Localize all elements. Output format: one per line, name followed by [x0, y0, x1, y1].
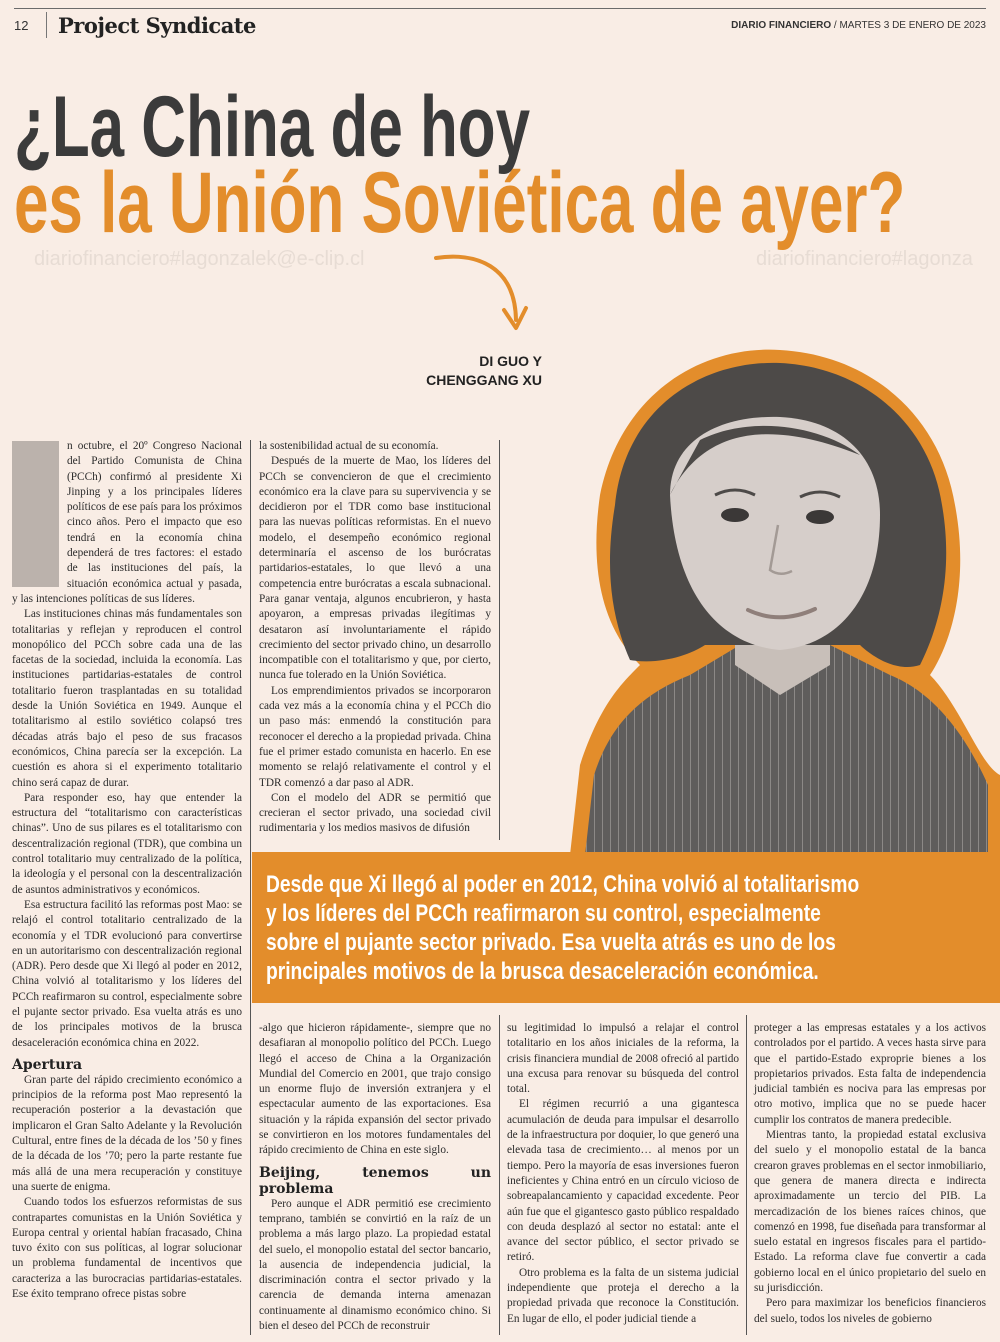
article-column-2	[259, 439, 491, 837]
page-number: 12	[14, 18, 29, 33]
col2b-paragraph-1: -algo que hicieron rápidamente-, siempre que no desafiaran al monopolio político del PCCh. Luego llegó el acceso de China a la Organización Mundial del Comercio en 2001, que trajo consigo un enorme flujo de inversión extranjera y el espectacular aumento de las exportaciones. Esa situación y la rápida expansión del sector privado se convirtieron en los motores fundamentales del rápido crecimiento de China en este siglo.	[259, 1022, 491, 1157]
col4-paragraph-3: Pero para maximizar los beneficios financieros del suelo, todos los niveles de gobierno	[754, 1297, 986, 1325]
col2-paragraph-2: Después de la muerte de Mao, los líderes del PCCh se convencieron de que el crecimiento económico era la clave para su supervivencia y se decidieron por el TDR como base institucional para las nuevas políticas reformistas. En el nuevo modelo, el desempeño económico regional determinaría el ascenso de los burócratas partidarios-estatales, lo que llevó a una competencia entre burócratas a escala subnacional. Para ganar ventaja, algunos encubrieron, y hasta apoyaron, a empresas privadas ilegítimas y desataron así involuntariamente el rápido crecimiento del sector privado chino, un desarrollo incompatible con el totalitarismo y que, por cierto, nunca fue tolerado en la Unión Soviética.	[259, 455, 491, 682]
drop-cap-spacer	[12, 439, 67, 585]
author-portrait	[530, 345, 1000, 855]
col3-paragraph-1: su legitimidad lo impulsó a relajar el control totalitario en los años iniciales de la reforma, la crisis financiera mundial de 2008 ofreció al partido una excusa para renovar su búsqueda del control total.	[507, 1022, 739, 1096]
column-rule-3	[746, 1015, 747, 1335]
watermark-left: diariofinanciero#lagonzalek@e-clip.cl	[34, 248, 365, 270]
byline	[400, 352, 542, 390]
author-line-2: CHENGGANG XU	[426, 372, 542, 388]
column-rule-1	[250, 440, 251, 1335]
col4-paragraph-2: Mientras tanto, la propiedad estatal exclusiva del suelo y el monopolio estatal de la banca crearon graves problemas en el sector inmobiliario, que genera de manera directa e indirecta aproximadamente un tercio del PIB. La mercadización de los bienes raíces chinos, que comenzó en 1998, fue diseñada para transformar al suelo estatal en ingresos fiscales para el partido-Estado. La reforma clave fue convertir a cada gobierno local en el único propietario del suelo en su jurisdicción.	[754, 1129, 986, 1295]
watermark-right: diariofinanciero#lagonza	[756, 248, 973, 270]
header-rule	[14, 8, 986, 9]
col3-paragraph-2: El régimen recurrió a una gigantesca acumulación de deuda para impulsar el desarrollo de la infraestructura por doquier, lo que generó una elevada tasa de crecimiento… al menos por un tiempo. Pero la mayoría de esas inversiones fueron ineficientes y China entró en un círculo vicioso de sobreapalancamiento y capacidad excedente. Peor aún fue que el gigantesco gasto público respaldado con deuda desplazó al sector no estatal: ante el avance del sector público, el sector privado se retiró.	[507, 1098, 739, 1264]
col1-paragraph-6: Cuando todos los esfuerzos reformistas de sus contrapartes comunistas en la Unión Soviética y Europa central y oriental habían fracasado, China tuvo éxito con sus políticas, al lograr solucionar un problema fundamental de incentivos que caracteriza a las burocracias partidarias-estatales. Ese éxito temprano ofrece pistas sobre	[12, 1196, 242, 1301]
col1-paragraph-5: Gran parte del rápido crecimiento económico a principios de la reforma post Mao representó la recuperación posterior a la devastación que implicaron el Gran Salto Adelante y la Revolución Cultural, entre fines de la década de los ’50 y fines de la década de los ’70; pero la parte restante fue más allá de una mera recuperación y constituye una suerte de enigma.	[12, 1073, 242, 1193]
curved-arrow-icon	[430, 250, 540, 340]
col1-paragraph-1-text: n octubre, el 20º Congreso Nacional del Partido Comunista de China (PCCh) confirmó al presidente Xi Jinping y a los principales líderes políticos de ese país para los próximos cinco años. Pero el impacto que eso tendrá en la economía china dependerá de tres factores: el estado de las instituciones del país, la situación económica actual y pasada, y las intenciones políticas de sus líderes.	[12, 440, 242, 605]
newspaper-name: DIARIO FINANCIERO	[731, 20, 832, 31]
article-column-2b	[259, 1021, 491, 1334]
article-column-1	[12, 439, 242, 1302]
col1-paragraph-3: Para responder eso, hay que entender la estructura del “totalitarismo con características chinas”. Uno de sus pilares es el totalitarismo con descentralización regional (TDR), que combina un control totalitario muy centralizado de la política, la ideología y el personal con la descentralización de asuntos administrativos y económicos.	[12, 791, 242, 896]
col1-paragraph-2: Las instituciones chinas más fundamentales son totalitarias y reflejan y reproducen el control monopólico del PCCh sobre cada una de las facetas de la sociedad, incluida la economía. Las instituciones partidarias-estatales de control totalitario fueron trasplantadas en su totalidad desde la Unión Soviética en 1949. Aunque el totalitarismo al estilo soviético colapsó tres décadas atrás bajo el peso de sus fracasos económicos, China parecía ser la excepción. La cuestión es ahora si el experimento totalitario chino será capaz de durar.	[12, 608, 242, 789]
col1-paragraph-1	[12, 439, 242, 607]
publication-info	[731, 20, 986, 31]
brand-logo: Project Syndicate	[58, 13, 256, 38]
col2b-paragraph-2: Pero aunque el ADR permitió ese crecimiento temprano, también se convirtió en la raíz de un problema a más largo plazo. La propiedad estatal del suelo, el monopolio estatal del sector bancario, la ausencia de independencia judicial, la discriminación contra el sector privado y la carencia de demanda interna amenazan continuamente al dinamismo económico chino. Si bien el deseo del PCCh de reconstruir	[259, 1197, 491, 1333]
headline-line-1: ¿La China de hoy	[14, 79, 531, 175]
col1-paragraph-4: Esa estructura facilitó las reformas post Mao: se relajó el control totalitario centralizado de la economía y el TDR evolucionó para convertirse en un autoritarismo con descentralización regional (ADR). Pero desde que Xi llegó al poder en 2012, China volvió al totalitarismo y los líderes del PCCh reafirmaron su control, especialmente sobre el pujante sector privado. Esa vuelta atrás es uno de los principales motivos de la brusca desaceleración económica china en 2022.	[12, 898, 242, 1049]
issue-date: / MARTES 3 DE ENERO DE 2023	[833, 20, 986, 31]
author-line-1: DI GUO Y	[479, 353, 542, 369]
subheading-apertura: Apertura	[12, 1056, 83, 1073]
header-divider	[46, 12, 47, 38]
pull-quote: Desde que Xi llegó al poder en 2012, China volvió al totalitarismo y los líderes del PCCh reafirmaron su control, especialmente sobre el pujante sector privado. Esa vuelta atrás es uno de los principales motivos de la brusca desaceleración económica.	[266, 871, 860, 985]
subheading-beijing: Beijing, tenemos un problema	[259, 1164, 491, 1197]
article-column-4	[754, 1021, 986, 1327]
col2-paragraph-4: Con el modelo del ADR se permitió que crecieran el sector privado, una sociedad civil rudimentaria y los medios masivos de difusión	[259, 791, 491, 835]
col3-paragraph-3: Otro problema es la falta de un sistema judicial independiente que proteja el derecho a la propiedad privada que reconoce la Constitución. En lugar de ello, el poder judicial tiende a	[507, 1266, 739, 1325]
headline-line-2: es la Unión Soviética de ayer?	[14, 155, 906, 251]
column-rule-2-top	[499, 440, 500, 840]
article-column-3	[507, 1021, 739, 1327]
col2-paragraph-1: la sostenibilidad actual de su economía.	[259, 440, 439, 452]
column-rule-2-bottom	[499, 1015, 500, 1335]
col4-paragraph-1: proteger a las empresas estatales y a los activos controlados por el partido. A veces hasta sirve para que el partido-Estado exproprie bienes a los propietarios privados. Esta falta de independencia judicial también es nociva para las empresas por otro motivo, implica que no se puede hacer cumplir los contratos de manera predecible.	[754, 1022, 986, 1126]
col2-paragraph-3: Los emprendimientos privados se incorporaron cada vez más a la economía china y el PCCh dio un paso más: enmendó la constitución para reconocer el derecho a la propiedad privada. China fue el primer estado comunista en hacerlo. En ese momento se relajó relativamente el control y el TDR comenzó a dar paso al ADR.	[259, 684, 491, 789]
